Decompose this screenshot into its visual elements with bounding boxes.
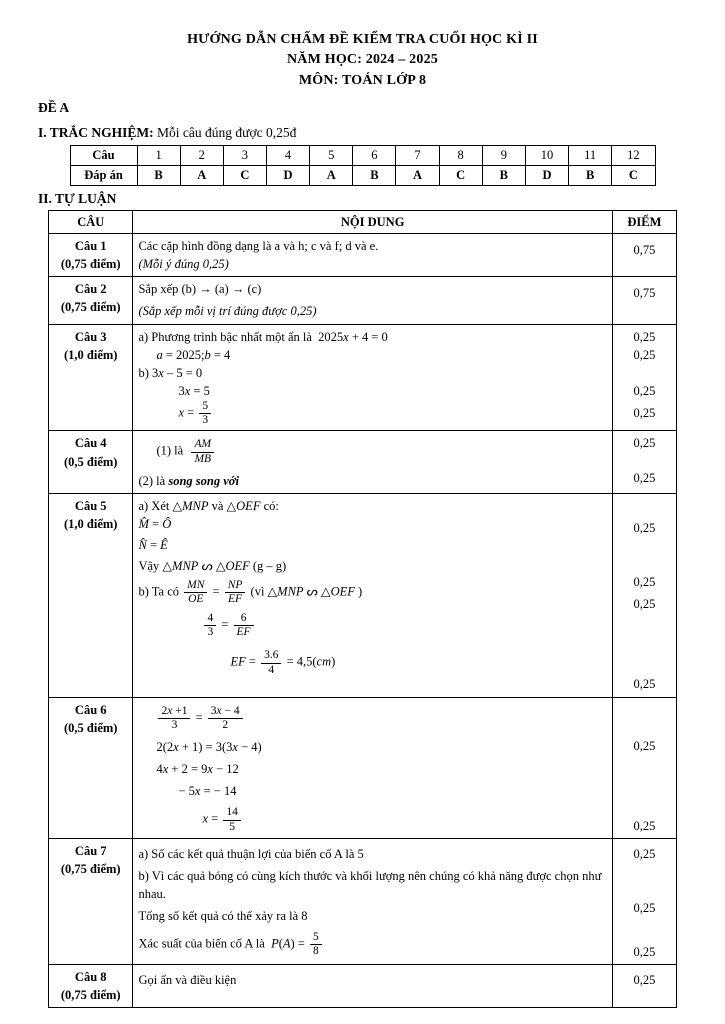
question-label-cell [49, 324, 133, 431]
question-label-cell [49, 431, 133, 494]
content-line: (1) là $\frac{AM}{MB}$ [138, 434, 606, 465]
question-points-label: (0,75 điểm) [60, 300, 121, 315]
score-value: 0,25 [633, 846, 656, 861]
score-cell [612, 234, 676, 277]
question-points-label: (0,5 điểm) [64, 454, 118, 469]
question-label-cell [49, 697, 133, 838]
answer-value: A [180, 165, 223, 185]
content-line: 3x = 5 [178, 383, 210, 398]
answer-value: B [482, 165, 525, 185]
table-row-questions [70, 145, 655, 165]
content-line: N̂ = Ê [138, 538, 168, 553]
score-value: 0,25 [633, 945, 656, 960]
score-cell [612, 324, 676, 431]
document-header [38, 30, 687, 91]
question-number: 7 [396, 145, 439, 165]
content-line: Vậy △MNP ᔕ △OEF (g – g) [138, 559, 287, 574]
question-number: 8 [439, 145, 482, 165]
content-line-note: (Sắp xếp mỗi vị trí đúng được 0,25) [138, 304, 317, 319]
table-row [49, 431, 677, 494]
question-number-label: Câu 3 [74, 329, 107, 344]
content-line: a = 2025;b = 4 [156, 347, 231, 362]
question-points-label: (0,75 điểm) [60, 257, 121, 272]
answer-value: D [525, 165, 568, 185]
score-value: 0,25 [633, 470, 656, 485]
fraction: $\frac{5}{8}$ [310, 931, 322, 958]
score-cell [612, 838, 676, 964]
part1-note: Mỗi câu đúng được 0,25đ [157, 124, 297, 140]
question-number: 2 [180, 145, 223, 165]
table-row [49, 494, 677, 698]
question-content-cell [133, 965, 612, 1008]
score-value: 0,25 [633, 677, 656, 692]
header-line-1: HƯỚNG DẪN CHẤM ĐỀ KIỂM TRA CUỐI HỌC KÌ II [187, 32, 538, 47]
content-line: Gọi ẩn và điều kiện [138, 973, 237, 988]
question-number-label: Câu 6 [74, 702, 107, 717]
part1-label: I. TRẮC NGHIỆM: [38, 124, 154, 140]
question-label-cell [49, 838, 133, 964]
answer-value: C [612, 165, 655, 185]
part1-heading [38, 125, 687, 141]
score-cell [612, 965, 676, 1008]
score-value: 0,25 [633, 900, 656, 915]
column-header-diem: ĐIỂM [612, 210, 676, 233]
score-value: 0,75 [633, 286, 656, 301]
question-points-label: (0,5 điểm) [64, 720, 118, 735]
content-line: 4x + 2 = 9x − 12 [156, 762, 239, 777]
question-points-label: (0,75 điểm) [60, 988, 121, 1003]
grading-table [48, 210, 677, 1009]
question-label-cell [49, 494, 133, 698]
fraction: $\frac{2x +1}{3}$ [158, 705, 190, 732]
question-number: 12 [612, 145, 655, 165]
score-value: 0,25 [633, 597, 656, 612]
score-cell [612, 697, 676, 838]
question-number: 9 [482, 145, 525, 165]
table-row [49, 838, 677, 964]
fraction: $\frac{14}{5}$ [223, 806, 241, 833]
content-line: a) Xét △MNP và △OEF có: [138, 499, 279, 514]
table-row [49, 324, 677, 431]
fraction: $\frac{5}{3}$ [199, 400, 211, 427]
score-value: 0,25 [633, 575, 656, 590]
fraction: $\frac{3.6}{4}$ [261, 649, 281, 676]
question-number: 4 [266, 145, 309, 165]
question-number: 3 [223, 145, 266, 165]
answer-key-table [70, 145, 656, 186]
score-cell [612, 277, 676, 324]
score-cell [612, 431, 676, 494]
content-line: EF = $\frac{3.6}{4}$ = 4,5(cm) [230, 649, 336, 676]
answer-value: A [310, 165, 353, 185]
score-value: 0,25 [633, 738, 656, 753]
score-value: 0,75 [633, 243, 656, 258]
content-line: − 5x = − 14 [178, 784, 237, 799]
question-number-label: Câu 2 [74, 282, 107, 297]
question-number-label: Câu 8 [74, 970, 107, 985]
content-line: M̂ = Ô [138, 517, 172, 532]
score-value: 0,25 [633, 405, 656, 420]
content-line: Sắp xếp (b) → (a) → (c) [138, 282, 262, 297]
score-value: 0,25 [633, 521, 656, 536]
content-line: $\frac{2x +1}{3}$ = $\frac{3x - 4}{2}$ [138, 701, 606, 732]
header-line-2: NĂM HỌC: 2024 – 2025 [287, 52, 438, 68]
score-value: 0,25 [633, 436, 656, 451]
question-content-cell [133, 838, 612, 964]
content-line: Các cặp hình đồng dạng là a và h; c và f; d và e. [138, 239, 379, 254]
question-number-label: Câu 1 [74, 239, 107, 254]
question-points-label: (1,0 điểm) [64, 347, 118, 362]
question-number-label: Câu 4 [74, 436, 107, 451]
answer-value: A [396, 165, 439, 185]
fraction: $\frac{AM}{MB}$ [191, 438, 214, 465]
question-content-cell [133, 324, 612, 431]
table-row [49, 697, 677, 838]
content-line: $\frac{4}{3}$ = $\frac{6}{EF}$ [138, 606, 606, 639]
answer-value: B [137, 165, 180, 185]
question-number-label: Câu 7 [74, 843, 107, 858]
question-number: 1 [137, 145, 180, 165]
content-line: a) Phương trình bậc nhất một ẩn là 2025x + 4 = 0 [138, 329, 388, 344]
table-row [49, 234, 677, 277]
column-header-noidung: NỘI DUNG [133, 210, 612, 233]
content-line: b) Vì các quả bóng có cùng kích thước và khối lượng nên chúng có khả năng được chọn như nhau. [138, 868, 602, 902]
score-value: 0,25 [633, 818, 656, 833]
score-cell [612, 494, 676, 698]
fraction: $\frac{NP}{EF}$ [225, 579, 246, 606]
answer-value: D [266, 165, 309, 185]
content-line: Xác suất của biến cố A là P(A) = $\frac{5}{8}$ [138, 925, 606, 958]
table-row [49, 965, 677, 1008]
score-value: 0,25 [633, 973, 656, 988]
table-row [49, 277, 677, 324]
header-line-3: MÔN: TOÁN LỚP 8 [298, 72, 427, 88]
content-line: 2(2x + 1) = 3(3x − 4) [156, 739, 262, 754]
answer-value: C [223, 165, 266, 185]
column-header-cau: CÂU [49, 210, 133, 233]
content-line: (2) là song song với [138, 473, 239, 488]
question-content-cell [133, 277, 612, 324]
exam-code: ĐỀ A [38, 99, 70, 115]
question-number: 10 [525, 145, 568, 165]
score-value: 0,25 [633, 347, 656, 362]
content-line: Tổng số kết quả có thể xảy ra là 8 [138, 909, 308, 924]
question-label-cell [49, 965, 133, 1008]
question-label-cell [49, 234, 133, 277]
question-content-cell [133, 494, 612, 698]
fraction: $\frac{3x - 4}{2}$ [208, 705, 243, 732]
table-row-answers [70, 165, 655, 185]
content-line: b) 3x – 5 = 0 [138, 365, 203, 380]
question-content-cell [133, 697, 612, 838]
score-value: 0,25 [633, 383, 656, 398]
row-header-dapan: Đáp án [70, 165, 137, 185]
answer-value: B [353, 165, 396, 185]
score-value: 0,25 [633, 329, 656, 344]
part2-heading: II. TỰ LUẬN [38, 190, 117, 206]
question-content-cell [133, 234, 612, 277]
question-number-label: Câu 5 [74, 499, 107, 514]
question-points-label: (0,75 điểm) [60, 861, 121, 876]
question-label-cell [49, 277, 133, 324]
content-line: x = $\frac{5}{3}$ [138, 400, 606, 427]
fraction: $\frac{MN}{OE}$ [184, 579, 207, 606]
question-points-label: (1,0 điểm) [64, 517, 118, 532]
answer-value: C [439, 165, 482, 185]
content-line-note: (Mỗi ý đúng 0,25) [138, 257, 229, 272]
question-number: 5 [310, 145, 353, 165]
question-content-cell [133, 431, 612, 494]
content-line: a) Số các kết quả thuận lợi của biến cố A là 5 [138, 846, 364, 861]
question-number: 11 [569, 145, 612, 165]
row-header-cau: Câu [70, 145, 137, 165]
table-header-row [49, 210, 677, 233]
fraction: $\frac{6}{EF}$ [234, 612, 254, 639]
content-line: x = $\frac{14}{5}$ [138, 800, 606, 833]
answer-value: B [569, 165, 612, 185]
content-line: b) Ta có $\frac{MN}{OE}$ = $\frac{NP}{EF}$ (vì △MNP ᔕ △OEF ) [138, 578, 363, 605]
question-number: 6 [353, 145, 396, 165]
fraction: $\frac{4}{3}$ [204, 612, 216, 639]
